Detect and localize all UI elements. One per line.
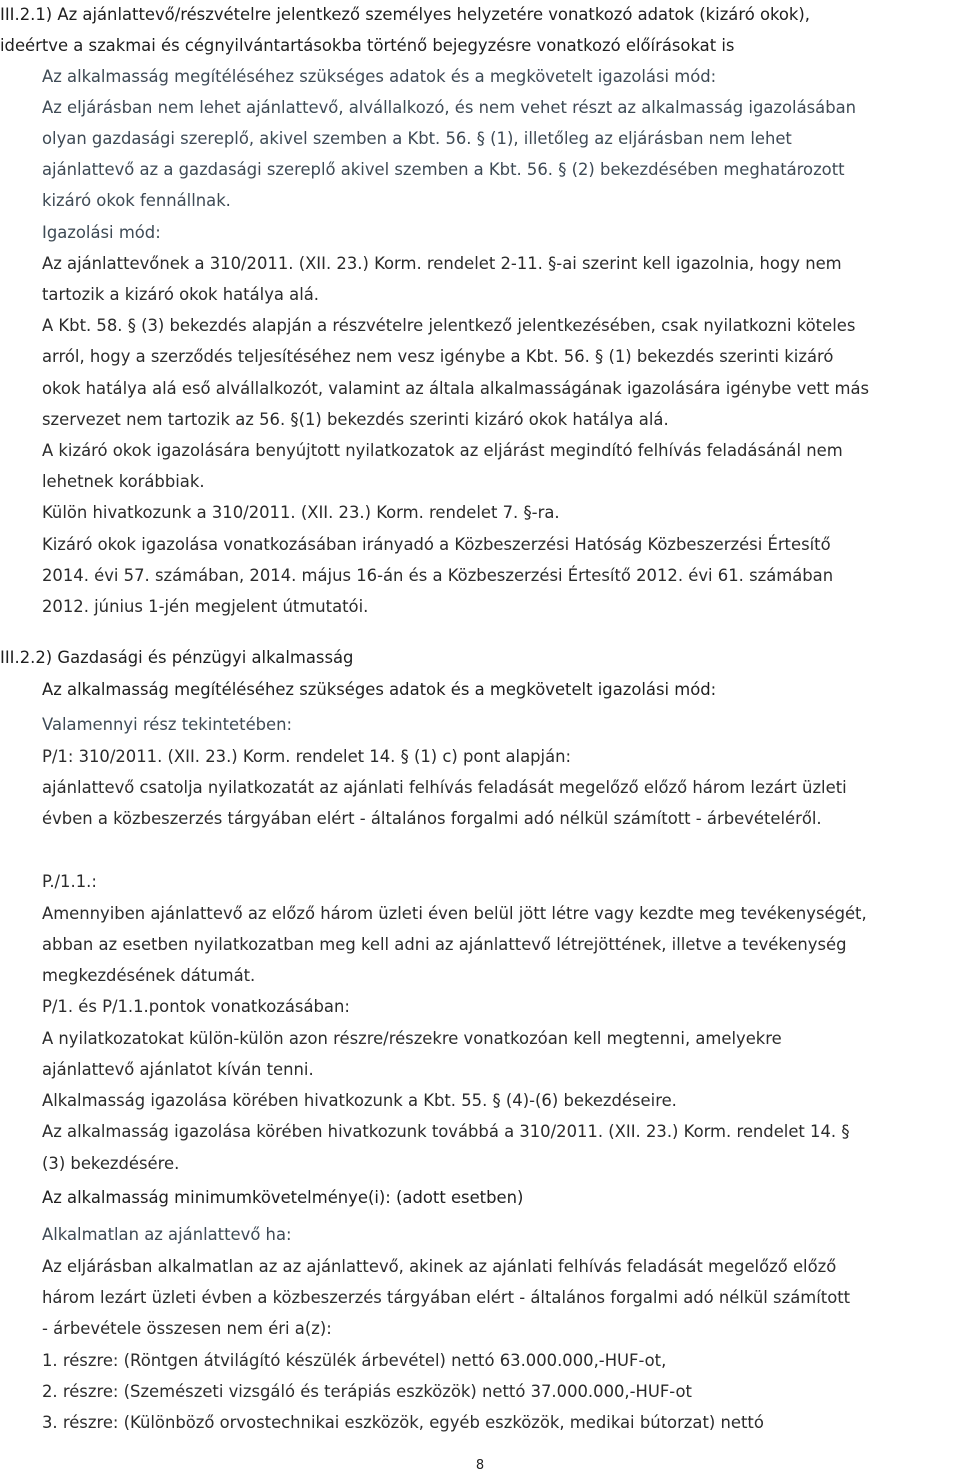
text-line: Az ajánlattevőnek a 310/2011. (XII. 23.) Korm. rendelet 2-11. §-ai szerint kell igazolnia, hogy nem bbox=[42, 254, 842, 273]
list-item-reszre-3: 3. részre: (Különböző orvostechnikai eszközök, egyéb eszközök, medikai bútorzat) nettó bbox=[42, 1413, 764, 1432]
subheading-alkalmassag: Az alkalmasság megítéléséhez szükséges adatok és a megkövetelt igazolási mód: bbox=[42, 680, 717, 699]
text-line: - árbevétele összesen nem éri a(z): bbox=[42, 1319, 332, 1338]
text-line: megkezdésének dátumát. bbox=[42, 966, 256, 985]
page-number: 8 bbox=[475, 1458, 485, 1473]
text-line: arról, hogy a szerződés teljesítéséhez nem vesz igénybe a Kbt. 56. § (1) bekezdés szerinti kizáró bbox=[42, 347, 834, 366]
list-item-reszre-1: 1. részre: (Röntgen átvilágító készülék árbevétel) nettó 63.000.000,-HUF-ot, bbox=[42, 1351, 667, 1370]
list-item-reszre-2: 2. részre: (Szemészeti vizsgáló és terápiás eszközök) nettó 37.000.000,-HUF-ot bbox=[42, 1382, 692, 1401]
text-line: A kizáró okok igazolására benyújtott nyilatkozatok az eljárást megindító felhívás feladásánál nem bbox=[42, 441, 843, 460]
text-line: ajánlattevő csatolja nyilatkozatát az ajánlati felhívás feladását megelőző előző három lezárt üzleti bbox=[42, 778, 847, 797]
section-heading-iii-2-2: III.2.2) Gazdasági és pénzügyi alkalmasság bbox=[0, 648, 354, 667]
text-line: kizáró okok fennállnak. bbox=[42, 191, 231, 210]
text-line: 2014. évi 57. számában, 2014. május 16-án és a Közbeszerzési Értesítő 2012. évi 61. számában bbox=[42, 566, 834, 585]
subheading-alkalmassag: Az alkalmasság megítéléséhez szükséges adatok és a megkövetelt igazolási mód: bbox=[42, 67, 717, 86]
text-line: Az eljárásban alkalmatlan az az ajánlattevő, akinek az ajánlati felhívás feladását megelőző előző bbox=[42, 1257, 837, 1276]
subheading-alkalmatlan: Alkalmatlan az ajánlattevő ha: bbox=[42, 1225, 292, 1244]
subheading-p-1-1: P./1.1.: bbox=[42, 872, 97, 891]
text-line: évben a közbeszerzés tárgyában elért - általános forgalmi adó nélkül számított - árbevételéről. bbox=[42, 809, 822, 828]
text-line: Kizáró okok igazolása vonatkozásában irányadó a Közbeszerzési Hatóság Közbeszerzési Értesítő bbox=[42, 535, 831, 554]
text-line: P/1: 310/2011. (XII. 23.) Korm. rendelet 14. § (1) c) pont alapján: bbox=[42, 747, 572, 766]
text-line: Alkalmasság igazolása körében hivatkozunk a Kbt. 55. § (4)-(6) bekezdéseire. bbox=[42, 1091, 677, 1110]
subheading-igazolasi-mod: Igazolási mód: bbox=[42, 223, 161, 242]
text-line: A Kbt. 58. § (3) bekezdés alapján a részvételre jelentkező jelentkezésében, csak nyilatkozni köteles bbox=[42, 316, 856, 335]
text-line: tartozik a kizáró okok hatálya alá. bbox=[42, 285, 320, 304]
text-line: Külön hivatkozunk a 310/2011. (XII. 23.) Korm. rendelet 7. §-ra. bbox=[42, 503, 560, 522]
text-line: Az alkalmasság igazolása körében hivatkozunk továbbá a 310/2011. (XII. 23.) Korm. rendelet 14. § bbox=[42, 1122, 850, 1141]
text-line: 2012. június 1-jén megjelent útmutatói. bbox=[42, 597, 369, 616]
text-line: ajánlattevő ajánlatot kíván tenni. bbox=[42, 1060, 314, 1079]
text-line: olyan gazdasági szereplő, akivel szemben a Kbt. 56. § (1), illetőleg az eljárásban nem lehet bbox=[42, 129, 792, 148]
text-line: lehetnek korábbiak. bbox=[42, 472, 205, 491]
subheading-minimumkovetelmeny: Az alkalmasság minimumkövetelménye(i): (adott esetben) bbox=[42, 1188, 524, 1207]
text-line: három lezárt üzleti évben a közbeszerzés tárgyában elért - általános forgalmi adó nélkül számított bbox=[42, 1288, 851, 1307]
text-line: szervezet nem tartozik az 56. §(1) bekezdés szerinti kizáró okok hatálya alá. bbox=[42, 410, 669, 429]
text-line: A nyilatkozatokat külön-külön azon részre/részekre vonatkozóan kell megtenni, amelyekre bbox=[42, 1029, 782, 1048]
text-line: (3) bekezdésére. bbox=[42, 1154, 180, 1173]
subheading-valamennyi-resz: Valamennyi rész tekintetében: bbox=[42, 715, 293, 734]
text-line: okok hatálya alá eső alvállalkozót, valamint az általa alkalmasságának igazolására igénybe vett más bbox=[42, 379, 870, 398]
section-heading-iii-2-1-cont: ideértve a szakmai és cégnyilvántartásokba történő bejegyzésre vonatkozó előírásokat is bbox=[0, 36, 735, 55]
text-line: Az eljárásban nem lehet ajánlattevő, alvállalkozó, és nem vehet részt az alkalmasság igazolásában bbox=[42, 98, 857, 117]
text-line: P/1. és P/1.1.pontok vonatkozásában: bbox=[42, 997, 350, 1016]
text-line: ajánlattevő az a gazdasági szereplő akivel szemben a Kbt. 56. § (2) bekezdésében meghatározott bbox=[42, 160, 845, 179]
text-line: abban az esetben nyilatkozatban meg kell adni az ajánlattevő létrejöttének, illetve a tevékenység bbox=[42, 935, 847, 954]
text-line: Amennyiben ajánlattevő az előző három üzleti éven belül jött létre vagy kezdte meg tevékenységét, bbox=[42, 904, 867, 923]
section-heading-iii-2-1: III.2.1) Az ajánlattevő/részvételre jelentkező személyes helyzetére vonatkozó adatok (kizáró okok), bbox=[0, 5, 811, 24]
